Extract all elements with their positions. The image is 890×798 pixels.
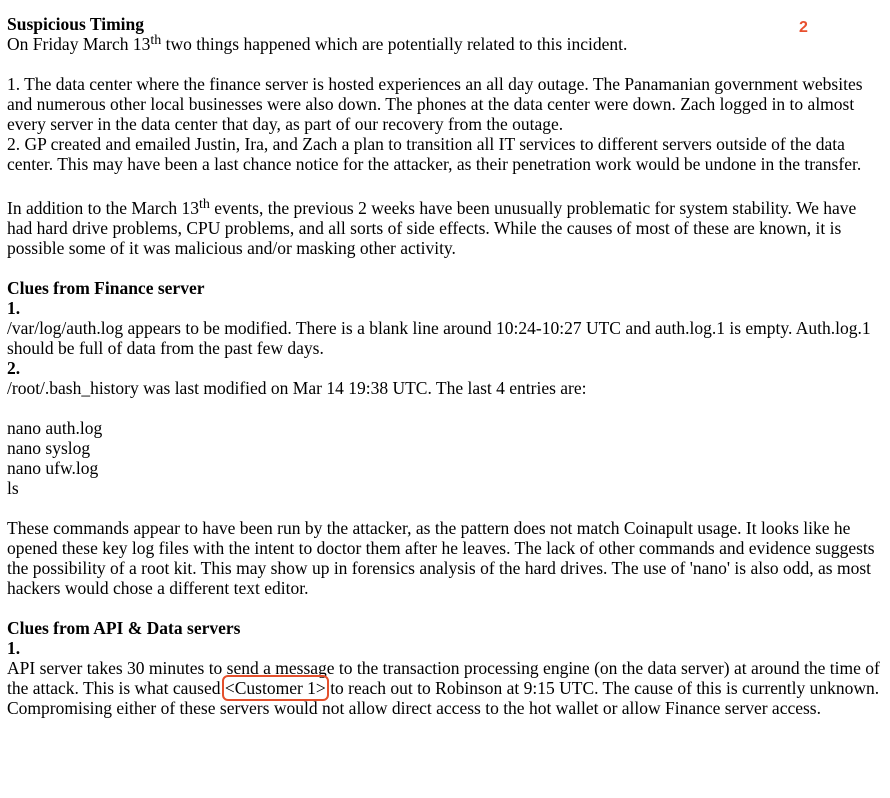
finance-clue-2: /root/.bash_history was last modified on Mar 14 19:38 UTC. The last 4 entries are:	[7, 378, 587, 398]
additional-text-end: events, the previous 2 weeks have been unusually problematic for system stability. We have had hard drive problems, CPU problems, and all sorts of side effects. While the causes of most of these are known, it is possible some of it was malicious and/or masking other activity.	[7, 198, 857, 258]
customer-1-highlight: <Customer 1>	[224, 678, 326, 698]
ordinal-suffix: th	[198, 197, 210, 213]
api-clue-text-start: API server takes 30 minutes to send a message to the transaction processing engine (on the data server) at around the time of the attack. This is what caused	[7, 658, 880, 698]
additional-events-paragraph	[7, 198, 885, 258]
command-line: nano syslog	[7, 438, 91, 458]
finance-clues-heading: Clues from Finance server	[7, 278, 205, 298]
command-line: ls	[7, 478, 19, 498]
finance-clue-1: /var/log/auth.log appears to be modified. There is a blank line around 10:24-10:27 UTC and auth.log.1 is empty. Auth.log.1 should be full of data from the past few days.	[7, 318, 871, 358]
finance-clue-2-number: 2.	[7, 358, 21, 378]
suspicious-intro	[7, 34, 885, 54]
additional-text-start: In addition to the March 13	[7, 198, 199, 218]
suspicious-timing-heading: Suspicious Timing	[7, 14, 144, 34]
page-number-badge: 2	[799, 19, 808, 36]
api-clue-1-number: 1.	[7, 638, 21, 658]
intro-text-start: On Friday March 13	[7, 34, 151, 54]
api-clue-text-end: to reach out to Robinson at 9:15 UTC. The cause of this is currently unknown. Compromising either of these servers would not allow direct access to the hot wallet or allow Finance server access.	[7, 678, 880, 718]
suspicious-item-2: 2. GP created and emailed Justin, Ira, and Zach a plan to transition all IT services to different servers outside of the data center. This may have been a last chance notice for the attacker, as their penetration work would be undone in the transfer.	[7, 134, 862, 174]
finance-analysis-paragraph: These commands appear to have been run by the attacker, as the pattern does not match Coinapult usage. It looks like he opened these key log files with the intent to doctor them after he leaves. The lack of other commands and evidence suggests the possibility of a root kit. This may show up in forensics analysis of the hard drives. The use of 'nano' is also odd, as most hackers would chose a different text editor.	[7, 518, 875, 598]
api-data-clues-heading: Clues from API & Data servers	[7, 618, 241, 638]
document-body	[7, 14, 885, 718]
suspicious-item-1: 1. The data center where the finance server is hosted experiences an all day outage. The Panamanian government websites and numerous other local businesses were also down. The phones at the data center were down. Zach logged in to almost every server in the data center that day, as part of our recovery from the outage.	[7, 74, 863, 134]
ordinal-suffix: th	[150, 33, 162, 49]
intro-text-end: two things happened which are potentially related to this incident.	[161, 34, 628, 54]
command-line: nano ufw.log	[7, 458, 99, 478]
command-line: nano auth.log	[7, 418, 103, 438]
finance-clue-1-number: 1.	[7, 298, 21, 318]
api-clue-1	[7, 658, 885, 718]
